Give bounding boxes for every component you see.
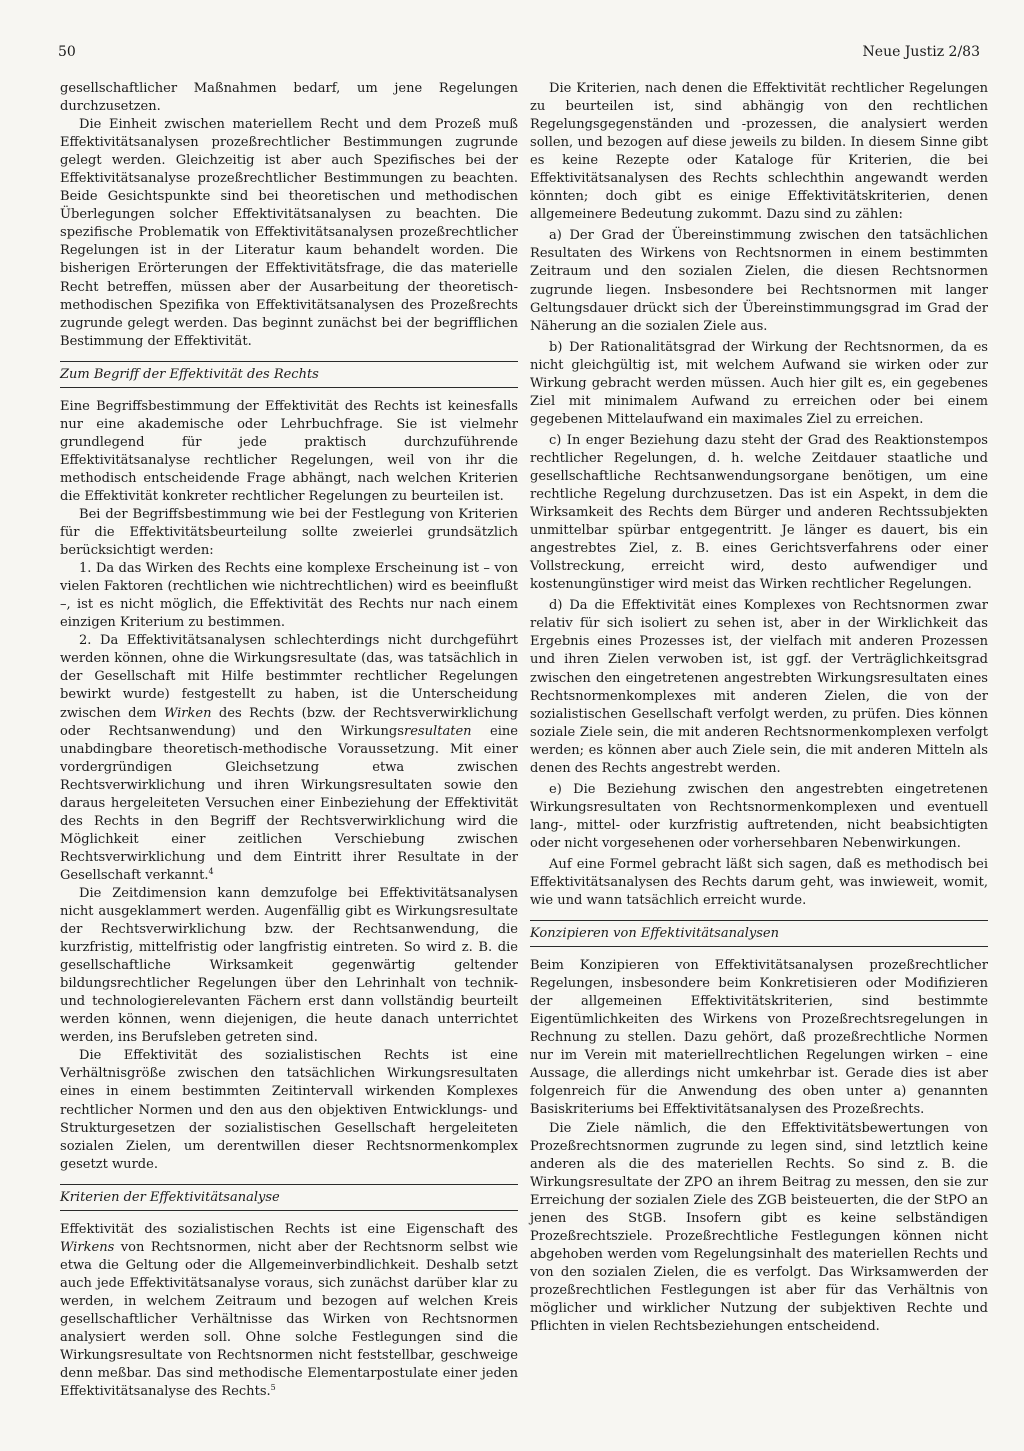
list-item: e) Die Beziehung zwischen den angestrebten eingetretenen Wirkungsresultaten von Rechtsnormenkomplexen und eventuell lang-, mittel- oder kurzfristig auftretenden, nicht beabsichtigten oder nicht vorgesehenen oder vorhersehbaren Nebenwirkungen. [530, 781, 988, 851]
paragraph: Auf eine Formel gebracht läßt sich sagen, daß es methodisch bei Effektivitätsanalysen des Rechts darum geht, was inwieweit, womit, wie und wann tatsächlich erreicht wurde. [530, 856, 988, 909]
paragraph: Beim Konzipieren von Effektivitätsanalysen prozeßrechtlicher Regelungen, insbesondere beim Konkretisieren oder Modifizieren der allgemeinen Effektivitätskriterien, sind bestimmte Eigentümlichkeiten des Wirkens von Prozeßrechtsregelungen in Rechnung zu stellen. Dazu gehört, daß prozeßrechtliche Normen nur im Verein mit materiellrechtlichen Regelungen wirken – eine Aussage, die allerdings nicht umkehrbar ist. Gerade dies ist aber folgenreich für die Anwendung des oben unter a) genannten Basiskriteriums bei Effektivitätsanalysen des Prozeßrechts. [530, 958, 988, 1118]
text-run: des Rechts (bzw. der Rechtsverwirklichung oder Rechtsanwendung) und den Wirkungs [60, 705, 518, 739]
journal-title: Neue Justiz 2/83 [862, 44, 980, 60]
section-heading: Kriterien der Effektivitätsanalyse [60, 1184, 518, 1211]
text-run: Effektivität des sozialistischen Rechts ist eine Eigenschaft des [60, 1221, 518, 1237]
text-run: eine unabdingbare theoretisch-methodische Voraussetzung. Mit einer vordergründigen Gleichsetzung etwa zwischen Rechtsverwirklichung und ihren Wirkungsresultaten sowie den daraus hergeleiteten Versuchen einer Einbeziehung der Effektivität des Rechts in den Begriff der Rechtsverwirklichung wird die Möglichkeit einer zeitlichen Verschiebung zwischen Rechtsverwirklichung und dem Eintritt ihrer Resultate in der Gesellschaft verkannt. [60, 723, 518, 883]
emphasis: Wirkens [60, 1239, 115, 1255]
paragraph: Die Zeitdimension kann demzufolge bei Effektivitätsanalysen nicht ausgeklammert werden. Augenfällig gibt es Wirkungsresultate der Rechtsverwirklichung bzw. der Rechtsanwendung, die kurzfristig, mittelfristig oder langfristig eintreten. So wird z. B. die gesellschaftliche Wirksamkeit gegenwärtig geltender bildungsrechtlicher Regelungen über den Lehrinhalt von technik- und technologierelevanten Fächern erst dann vollständig beurteilt werden können, wenn diejenigen, die heute danach unterrichtet werden, ins Berufsleben getreten sind. [60, 885, 518, 1046]
footnote-ref: 5 [270, 1383, 276, 1393]
emphasis: resultaten [403, 723, 472, 739]
right-column [530, 80, 988, 1336]
list-item: b) Der Rationalitätsgrad der Wirkung der Rechtsnormen, da es nicht gleichgültig ist, mit welchem Aufwand sie wirken oder zur Wirkung gebracht werden müssen. Auch hier gilt es, ein gegebenes Ziel mit minimalem Aufwand zu erreichen oder bei einem gegebenen Mittelaufwand ein maximales Ziel zu erreichen. [530, 339, 988, 427]
section-heading: Konzipieren von Effektivitätsanalysen [530, 920, 988, 947]
emphasis: Wirken [163, 705, 212, 721]
list-item: a) Der Grad der Übereinstimmung zwischen den tatsächlichen Resultaten des Wirkens von Rechtsnormen in einem bestimmten Zeitraum und den sozialen Zielen, die diesen Rechtsnormen zugrunde liegen. Insbesondere bei Rechtsnormen mit langer Geltungsdauer drückt sich der Übereinstimmungsgrad im Grad der Näherung an die sozialen Ziele aus. [530, 228, 988, 334]
paragraph: Die Effektivität des sozialistischen Rechts ist eine Verhältnisgröße zwischen den tatsächlichen Wirkungsresultaten eines in einem bestimmten Zeitintervall wirkenden Komplexes rechtlicher Normen und den aus den objektiven Entwicklungs- und Strukturgesetzen der sozialistischen Gesellschaft hergeleiteten sozialen Zielen, um derentwillen dieser Rechtsnormenkomplex gesetzt wurde. [60, 1048, 518, 1172]
page-number: 50 [58, 44, 76, 60]
paragraph [60, 1221, 518, 1401]
paragraph [60, 632, 518, 885]
text-run: von Rechtsnormen, nicht aber der Rechtsnorm selbst wie etwa die Geltung oder die Allgemeinverbindlichkeit. Deshalb setzt auch jede Effektivitätsanalyse voraus, sich zunächst darüber klar zu werden, in welchem Zeitraum und bezogen auf welchen Kreis gesellschaftlicher Verhältnisse das Wirken von Rechtsnormen analysiert werden soll. Ohne solche Festlegungen sind die Wirkungsresultate von Rechtsnormen nicht feststellbar, geschweige denn meßbar. Das sind methodische Elementarpostulate einer jeden Effektivitätsanalyse des Rechts. [60, 1239, 518, 1400]
list-item: c) In enger Beziehung dazu steht der Grad des Reaktionstempos rechtlicher Regelungen, d. h. welche Zeitdauer staatliche und gesellschaftliche Rechtsanwendungsorgane benötigen, um eine rechtliche Regelung durchzusetzen. Das ist ein Aspekt, in dem die Wirksamkeit des Rechts dem Bürger und anderen Rechtssubjekten unmittelbar spürbar entgegentritt. Je länger es dauert, bis ein angestrebtes Ziel, z. B. eines Gerichtsverfahrens oder einer Vollstreckung, erreicht wird, desto aufwendiger und kostenungünstiger wird meist das Wirken rechtlicher Regelungen. [530, 432, 988, 593]
section-heading: Zum Begriff der Effektivität des Rechts [60, 361, 518, 388]
paragraph: Die Ziele nämlich, die den Effektivitätsbewertungen von Prozeßrechtsnormen zugrunde zu legen sind, sind letztlich keine anderen als die des materiellen Rechts. So sind z. B. die Wirkungsresultate der ZPO an ihrem Beitrag zu messen, den sie zur Erreichung der sozialen Ziele des ZGB beisteuerten, die der StPO an jenen des StGB. Insofern gibt es keine selbständigen Prozeßrechtsziele. Prozeßrechtliche Festlegungen können nicht abgehoben werden vom Regelungsinhalt des materiellen Rechts und von den sozialen Zielen, die es verfolgt. Das Wirksamwerden der prozeßrechtlichen Festlegungen ist aber für das Verhältnis von möglicher und wirklicher Nutzung der subjektiven Rechte und Pflichten in vielen Rechtsbeziehungen entscheidend. [530, 1120, 988, 1335]
paragraph: Bei der Begriffsbestimmung wie bei der Festlegung von Kriterien für die Effektivitätsbeurteilung sollte zweierlei grundsätzlich berücksichtigt werden: [60, 506, 518, 559]
paragraph: Eine Begriffsbestimmung der Effektivität des Rechts ist keinesfalls nur eine akademische oder Lehrbuchfrage. Sie ist vielmehr grundlegend für jede praktisch durchzuführende Effektivitätsanalyse rechtlicher Regelungen, weil von ihr die methodisch entscheidende Frage abhängt, nach welchen Kriterien die Effektivität konkreter rechtlicher Regelungen zu beurteilen ist. [60, 398, 518, 504]
text-run: 2. Da Effektivitätsanalysen schlechterdings nicht durchgeführt werden können, ohne die Wirkungsresultate (das, was tatsächlich in der Gesellschaft mit Hilfe bestimmter rechtlicher Regelungen bewirkt wurde) festgestellt zu haben, ist die Unterscheidung zwischen dem [60, 633, 518, 721]
footnote-ref: 4 [208, 866, 214, 876]
paragraph: Die Kriterien, nach denen die Effektivität rechtlicher Regelungen zu beurteilen ist, sind abhängig von den rechtlichen Regelungsgegenständen und -prozessen, die analysiert werden sollen, und bezogen auf diese jeweils zu bilden. In diesem Sinne gibt es keine Rezepte oder Kataloge für Kriterien, die bei Effektivitätsanalysen des Rechts schlechthin angewandt werden könnten; doch gibt es einige Effektivitätskriterien, denen allgemeinere Bedeutung zukommt. Dazu sind zu zählen: [530, 81, 988, 223]
list-item: d) Da die Effektivität eines Komplexes von Rechtsnormen zwar relativ für sich isoliert zu sehen ist, aber in der Wirklichkeit das Ergebnis eines Prozesses ist, der vielfach mit anderen Prozessen und ihren Zielen verwoben ist, ist ggf. der Verträglichkeitsgrad zwischen den eingetretenen angestrebten Wirkungsresultaten eines Rechtsnormenkomplexes mit anderen Zielen, die von der sozialistischen Gesellschaft verfolgt werden, zu prüfen. Dies können soziale Ziele sein, die mit anderen Rechtsnormenkomplexen verfolgt werden; es können aber auch Ziele sein, die mit anderen Mitteln als denen des Rechts angestrebt werden. [530, 598, 988, 776]
paragraph: 1. Da das Wirken des Rechts eine komplexe Erscheinung ist – von vielen Faktoren (rechtlichen wie nichtrechtlichen) wird es beeinflußt –, ist es nicht möglich, die Effektivität des Rechts nur nach einem einzigen Kriterium zu bestimmen. [60, 561, 518, 631]
paragraph: gesellschaftlicher Maßnahmen bedarf, um jene Regelungen durchzusetzen. [60, 81, 518, 115]
paragraph: Die Einheit zwischen materiellem Recht und dem Prozeß muß Effektivitätsanalysen prozeßrechtlicher Bestimmungen zugrunde gelegt werden. Gleichzeitig ist aber auch Spezifisches bei der Effektivitätsanalyse prozeßrechtlicher Bestimmungen zu beachten. Beide Gesichtspunkte sind bei theoretischen und methodischen Überlegungen solcher Effektivitätsanalysen zu beachten. Die spezifische Problematik von Effektivitätsanalysen prozeßrechtlicher Regelungen ist in der Literatur kaum behandelt worden. Die bisherigen Erörterungen der Effektivitätsfrage, die das materielle Recht betreffen, müssen aber der Ausarbeitung der theoretisch-methodischen Spezifika von Effektivitätsanalysen des Prozeßrechts zugrunde gelegt werden. Das beginnt zunächst bei der begrifflichen Bestimmung der Effektivität. [60, 117, 518, 349]
page-header [58, 44, 980, 66]
left-column [60, 80, 518, 1401]
